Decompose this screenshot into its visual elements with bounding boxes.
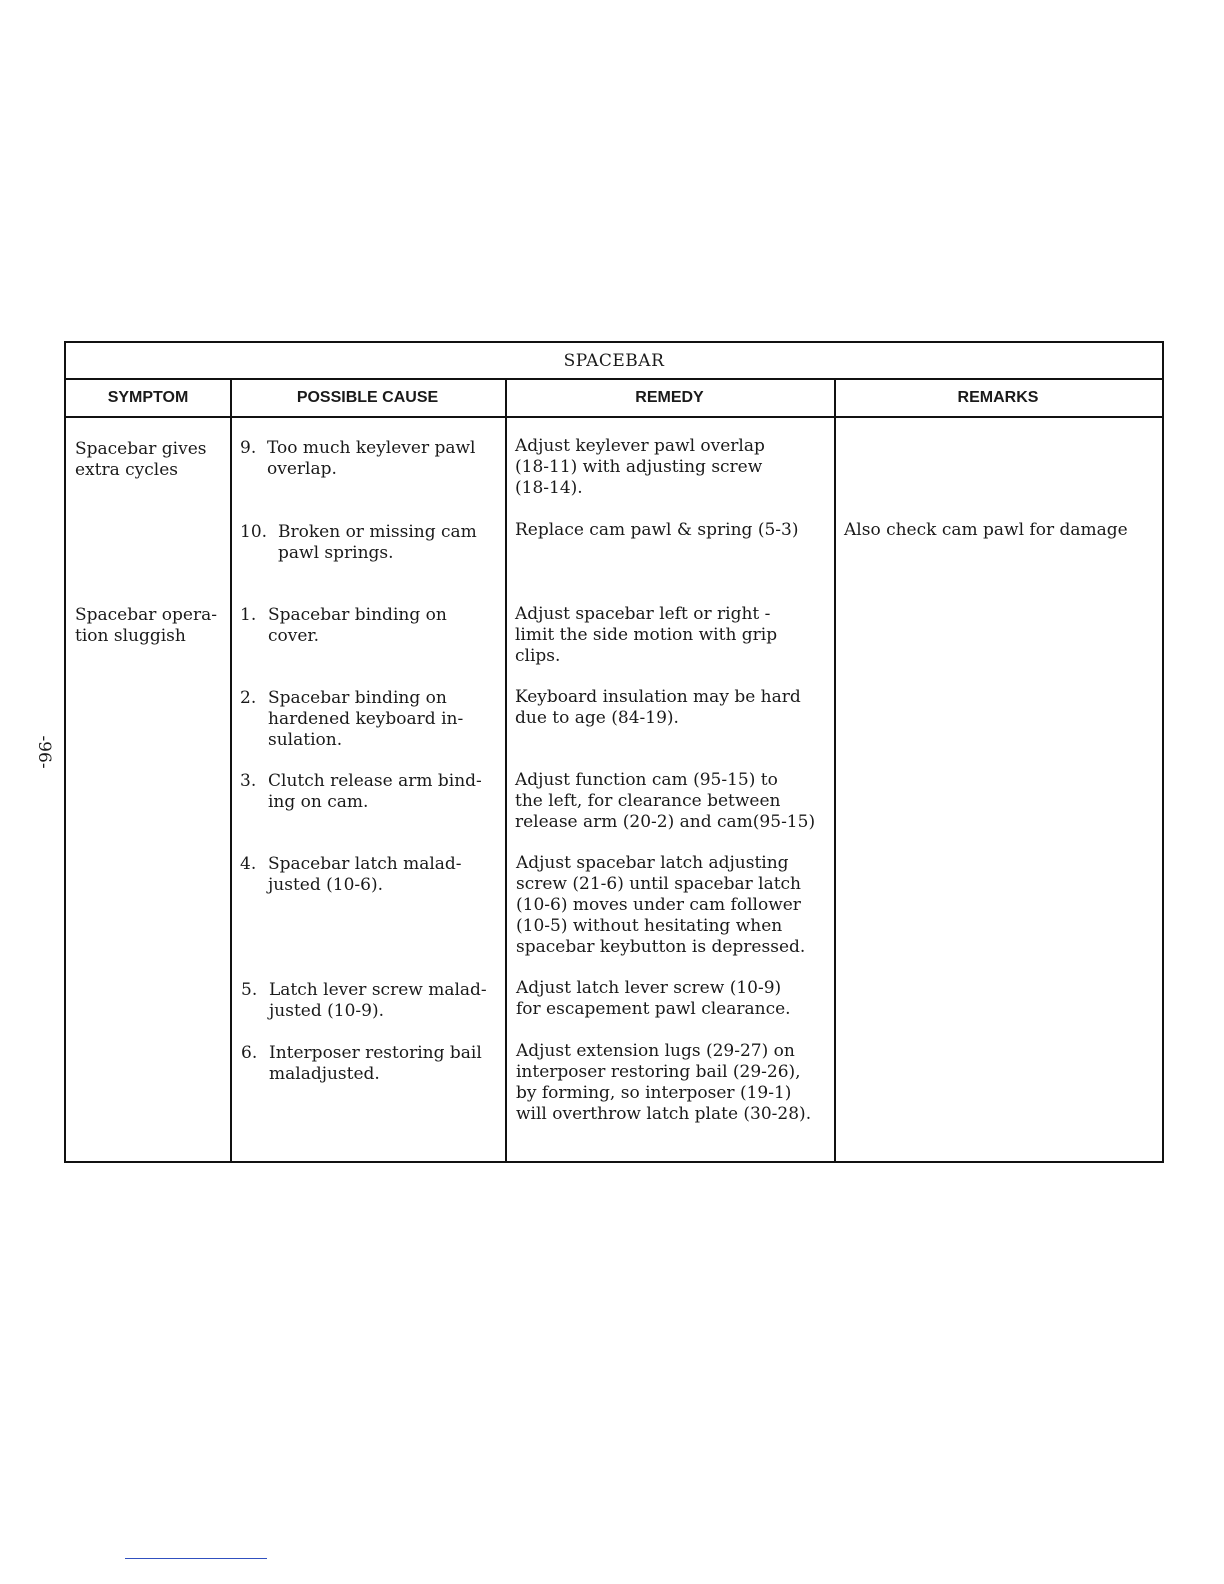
remedy-cell: Replace cam pawl & spring (5-3): [515, 520, 799, 540]
cause-text: Spacebar latch malad- justed (10-6).: [268, 854, 462, 895]
symptom-cell: Spacebar opera- tion sluggish: [75, 605, 217, 646]
cause-text: Broken or missing cam pawl springs.: [278, 522, 477, 563]
remarks-cell: Also check cam pawl for damage: [844, 520, 1128, 540]
header-possible-cause: POSSIBLE CAUSE: [296, 389, 439, 406]
column-divider: [834, 380, 836, 1161]
cause-text: Latch lever screw malad- justed (10-9).: [269, 980, 487, 1021]
column-divider: [230, 380, 232, 1161]
cause-number: 3.: [240, 771, 257, 791]
cause-number: 9.: [240, 438, 257, 458]
cause-number: 6.: [241, 1043, 258, 1063]
cause-number: 1.: [240, 605, 257, 625]
symptom-cell: Spacebar gives extra cycles: [75, 439, 207, 480]
remedy-cell: Adjust latch lever screw (10-9) for escapement pawl clearance.: [516, 978, 791, 1019]
remedy-cell: Keyboard insulation may be hard due to age (84-19).: [515, 687, 801, 728]
footnote-rule: [125, 1558, 267, 1559]
remedy-cell: Adjust spacebar left or right - limit the side motion with grip clips.: [515, 604, 778, 666]
column-divider: [505, 380, 507, 1161]
cause-text: Too much keylever pawl overlap.: [267, 438, 476, 479]
cause-text: Interposer restoring bail maladjusted.: [269, 1043, 482, 1084]
header-remedy: REMEDY: [635, 389, 704, 406]
cause-number: 4.: [240, 854, 257, 874]
table-title: SPACEBAR: [66, 343, 1162, 380]
remedy-cell: Adjust keylever pawl overlap (18-11) with adjusting screw (18-14).: [515, 436, 765, 498]
cause-text: Clutch release arm bind- ing on cam.: [268, 771, 482, 812]
troubleshooting-table: [64, 341, 1164, 1163]
remedy-cell: Adjust spacebar latch adjusting screw (21-6) until spacebar latch (10-6) moves under cam follower (10-5) without hesitating when spacebar keybutton is depressed.: [516, 853, 806, 957]
cause-text: Spacebar binding on cover.: [268, 605, 447, 646]
page-number: -96-: [34, 735, 54, 769]
header-remarks: REMARKS: [957, 389, 1039, 406]
remedy-cell: Adjust extension lugs (29-27) on interposer restoring bail (29-26), by forming, so interposer (19-1) will overthrow latch plate (30-28).: [516, 1041, 812, 1124]
header-symptom: SYMPTOM: [107, 389, 189, 406]
cause-text: Spacebar binding on hardened keyboard in- sulation.: [268, 688, 464, 750]
remedy-cell: Adjust function cam (95-15) to the left, for clearance between release arm (20-2) and cam(95-15): [515, 770, 816, 832]
cause-number: 5.: [241, 980, 258, 1000]
cause-number: 10.: [240, 522, 268, 542]
cause-number: 2.: [240, 688, 257, 708]
